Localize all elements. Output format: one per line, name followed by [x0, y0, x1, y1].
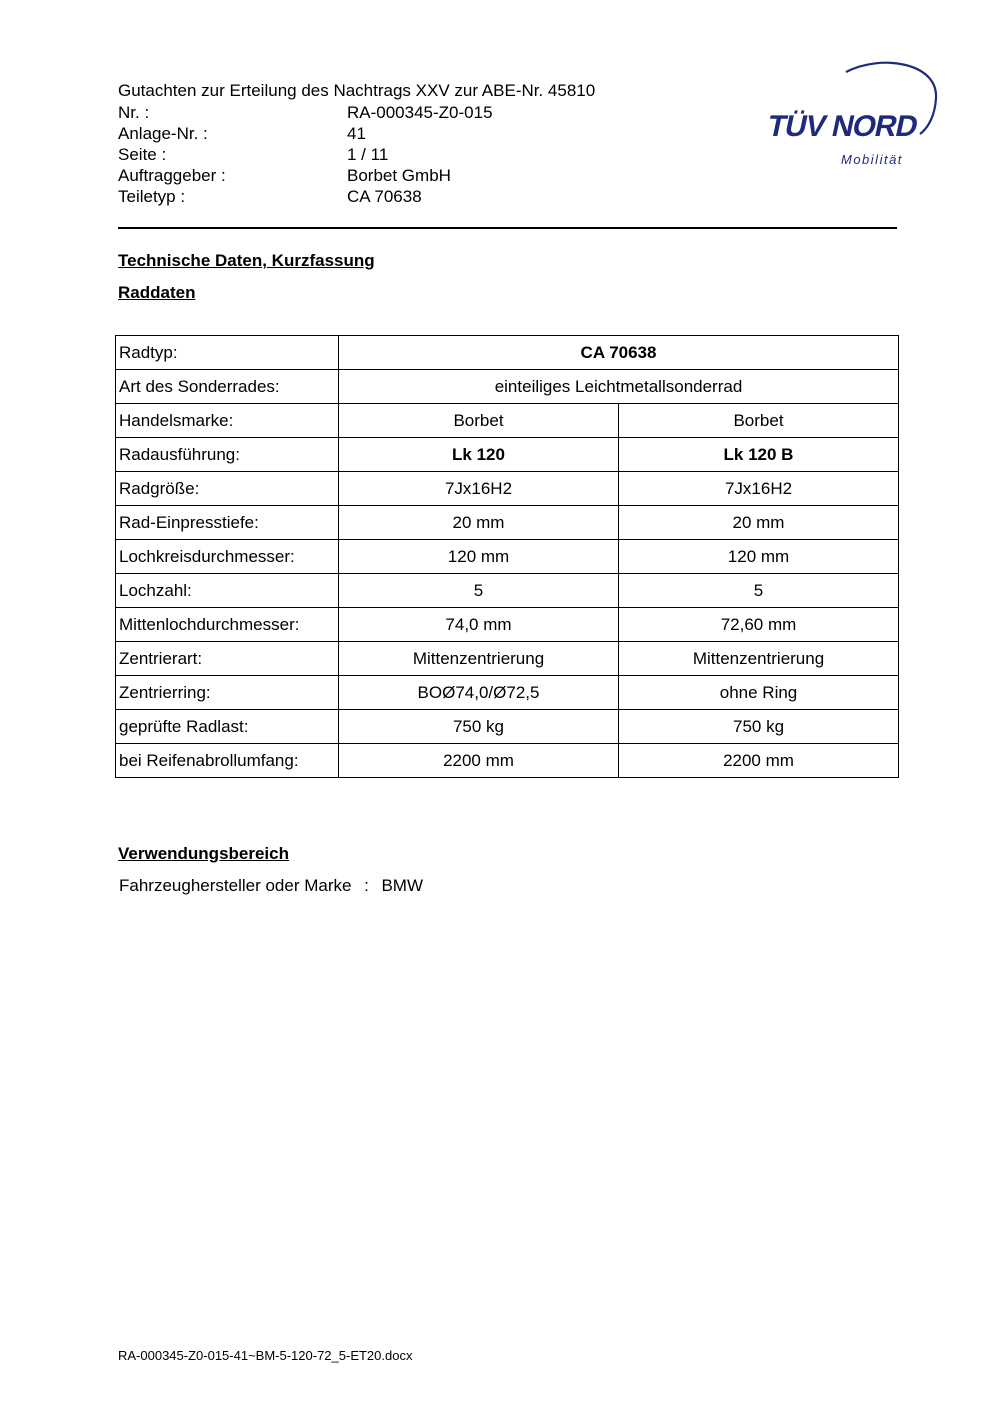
row-value-b: Mittenzentrierung: [619, 642, 899, 676]
document-title: Gutachten zur Erteilung des Nachtrags XXV zur ABE-Nr. 45810: [118, 81, 596, 100]
usage-label: Fahrzeughersteller oder Marke: [119, 876, 352, 895]
row-label: Radgröße:: [116, 472, 339, 506]
svg-text:TÜV NORD: TÜV NORD: [764, 110, 921, 143]
section-title: Technische Daten, Kurzfassung: [118, 251, 375, 270]
meta-row-nr: [118, 102, 493, 123]
logo-subtitle: Mobilität: [841, 152, 903, 167]
row-value-b: 72,60 mm: [619, 608, 899, 642]
table-row: [116, 676, 899, 710]
row-label: Zentrierring:: [116, 676, 339, 710]
usage-separator: :: [364, 876, 369, 895]
row-label: Mittenlochdurchmesser:: [116, 608, 339, 642]
row-value-b: 7Jx16H2: [619, 472, 899, 506]
row-value-b: 2200 mm: [619, 744, 899, 778]
row-value-a: 74,0 mm: [339, 608, 619, 642]
row-label: geprüfte Radlast:: [116, 710, 339, 744]
row-value-a: Borbet: [339, 404, 619, 438]
table-row: [116, 710, 899, 744]
row-value: einteiliges Leichtmetallsonderrad: [339, 370, 899, 404]
row-label: Radausführung:: [116, 438, 339, 472]
row-value-b: 5: [619, 574, 899, 608]
row-value-b: Lk 120 B: [619, 438, 899, 472]
table-row: [116, 370, 899, 404]
table-row: [116, 608, 899, 642]
row-value-b: 750 kg: [619, 710, 899, 744]
row-value-a: 7Jx16H2: [339, 472, 619, 506]
usage-title: Verwendungsbereich: [118, 844, 289, 863]
table-row: [116, 472, 899, 506]
meta-value: RA-000345-Z0-015: [347, 103, 493, 122]
row-label: Zentrierart:: [116, 642, 339, 676]
table-row: [116, 506, 899, 540]
usage-value: BMW: [381, 876, 423, 895]
meta-label: Nr. :: [118, 103, 150, 122]
row-label: Radtyp:: [116, 336, 339, 370]
row-label: bei Reifenabrollumfang:: [116, 744, 339, 778]
table-row: [116, 540, 899, 574]
table-row: [116, 404, 899, 438]
meta-row-seite: [118, 144, 493, 165]
row-value-a: Lk 120: [339, 438, 619, 472]
meta-row-anlage: [118, 123, 493, 144]
table-row: [116, 438, 899, 472]
meta-row-auftraggeber: [118, 165, 493, 186]
meta-row-teiletyp: [118, 186, 493, 207]
row-label: Art des Sonderrades:: [116, 370, 339, 404]
row-value-b: ohne Ring: [619, 676, 899, 710]
usage-line: [119, 876, 423, 896]
row-value-a: 750 kg: [339, 710, 619, 744]
row-label: Rad-Einpresstiefe:: [116, 506, 339, 540]
row-value-b: 120 mm: [619, 540, 899, 574]
row-value-a: BOØ74,0/Ø72,5: [339, 676, 619, 710]
row-value-a: 20 mm: [339, 506, 619, 540]
meta-block: [118, 102, 493, 207]
meta-value: Borbet GmbH: [347, 166, 451, 185]
meta-value: 41: [347, 124, 366, 143]
footer-filename: RA-000345-Z0-015-41~BM-5-120-72_5-ET20.docx: [118, 1348, 413, 1363]
table-row: [116, 336, 899, 370]
row-value-a: 120 mm: [339, 540, 619, 574]
row-value: CA 70638: [339, 336, 899, 370]
row-label: Lochkreisdurchmesser:: [116, 540, 339, 574]
row-value-a: 2200 mm: [339, 744, 619, 778]
header-divider: [118, 227, 897, 229]
meta-value: 1 / 11: [347, 145, 389, 164]
table-row: [116, 744, 899, 778]
meta-label: Teiletyp :: [118, 187, 186, 206]
row-value-b: 20 mm: [619, 506, 899, 540]
meta-label: Anlage-Nr. :: [118, 124, 208, 143]
row-value-b: Borbet: [619, 404, 899, 438]
row-label: Handelsmarke:: [116, 404, 339, 438]
meta-label: Seite :: [118, 145, 167, 164]
wheel-data-table: [115, 335, 899, 778]
meta-value: CA 70638: [347, 187, 422, 206]
section-subtitle: Raddaten: [118, 283, 196, 302]
table-row: [116, 642, 899, 676]
row-value-a: 5: [339, 574, 619, 608]
meta-label: Auftraggeber :: [118, 166, 226, 185]
row-value-a: Mittenzentrierung: [339, 642, 619, 676]
table-row: [116, 574, 899, 608]
row-label: Lochzahl:: [116, 574, 339, 608]
